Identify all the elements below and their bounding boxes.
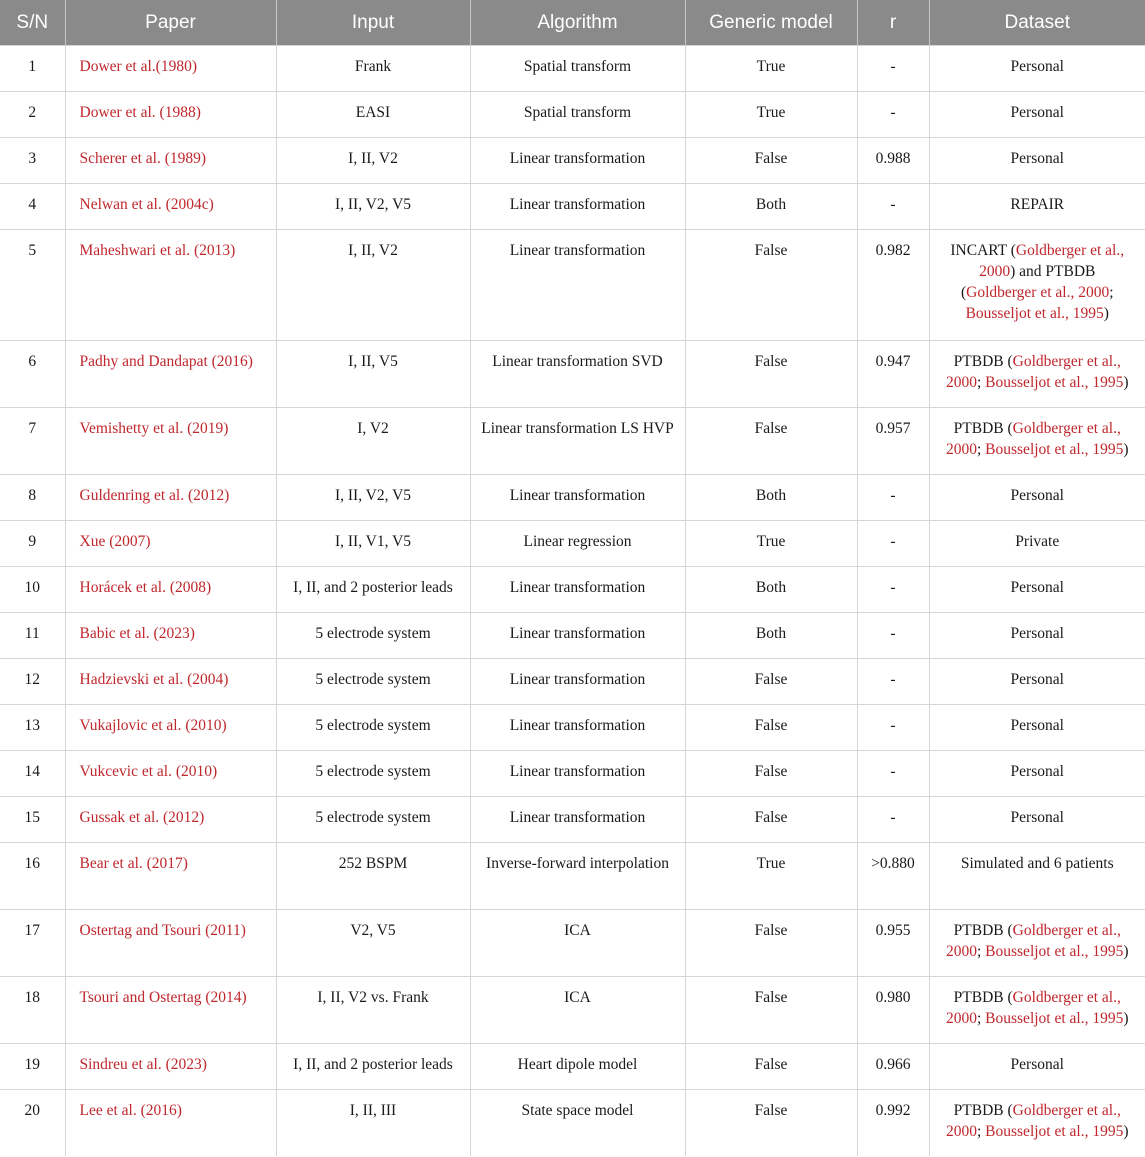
cell-dataset: [929, 843, 1145, 910]
cell-r: -: [857, 659, 929, 705]
cell-sn: 7: [0, 408, 65, 475]
cell-paper[interactable]: [65, 1090, 276, 1157]
cell-sn: 10: [0, 567, 65, 613]
table-row: [0, 521, 1145, 567]
header-input: Input: [276, 0, 470, 46]
cell-generic-model: False: [685, 797, 857, 843]
cell-algorithm: Linear transformation: [470, 751, 685, 797]
cell-r: >0.880: [857, 843, 929, 910]
cell-algorithm: Linear transformation: [470, 184, 685, 230]
dataset-text: Personal: [1010, 150, 1064, 167]
table-row: [0, 705, 1145, 751]
cell-input: I, II, V2: [276, 230, 470, 341]
cell-input: I, II, V2 vs. Frank: [276, 977, 470, 1044]
cell-paper[interactable]: [65, 1044, 276, 1090]
paper-link[interactable]: Gussak et al. (2012): [79, 809, 205, 826]
header-sn: S/N: [0, 0, 65, 46]
cell-input: 5 electrode system: [276, 751, 470, 797]
paper-link[interactable]: Nelwan et al. (2004c): [79, 196, 214, 213]
cell-dataset: [929, 705, 1145, 751]
cell-dataset: [929, 567, 1145, 613]
cell-r: -: [857, 705, 929, 751]
cell-r: -: [857, 475, 929, 521]
table-row: [0, 751, 1145, 797]
cell-algorithm: Linear transformation: [470, 138, 685, 184]
cell-r: -: [857, 613, 929, 659]
dataset-text: ): [1103, 305, 1109, 322]
dataset-text: PTBDB (: [953, 922, 1013, 939]
cell-r: 0.980: [857, 977, 929, 1044]
cell-algorithm: Inverse-forward interpolation: [470, 843, 685, 910]
cell-generic-model: Both: [685, 184, 857, 230]
cell-paper[interactable]: [65, 230, 276, 341]
dataset-text: REPAIR: [1010, 196, 1065, 213]
paper-link[interactable]: Scherer et al. (1989): [79, 150, 207, 167]
paper-link[interactable]: Babic et al. (2023): [79, 625, 195, 642]
cell-r: -: [857, 46, 929, 92]
cell-input: 5 electrode system: [276, 797, 470, 843]
cell-paper[interactable]: [65, 613, 276, 659]
cell-dataset: [929, 521, 1145, 567]
cell-input: I, II, V2, V5: [276, 184, 470, 230]
dataset-text: Personal: [1010, 717, 1064, 734]
dataset-text: ): [1123, 1010, 1129, 1027]
cell-dataset: [929, 910, 1145, 977]
cell-r: 0.955: [857, 910, 929, 977]
cell-input: I, II, V5: [276, 341, 470, 408]
cell-input: I, II, and 2 posterior leads: [276, 1044, 470, 1090]
cell-generic-model: Both: [685, 475, 857, 521]
cell-paper[interactable]: [65, 46, 276, 92]
cell-dataset: [929, 184, 1145, 230]
header-dataset: Dataset: [929, 0, 1145, 46]
header-row: [0, 0, 1145, 46]
table-row: [0, 613, 1145, 659]
cell-algorithm: Spatial transform: [470, 92, 685, 138]
cell-r: 0.947: [857, 341, 929, 408]
cell-sn: 2: [0, 92, 65, 138]
cell-generic-model: False: [685, 138, 857, 184]
dataset-text: Simulated and 6 patients: [960, 855, 1114, 872]
header-r: r: [857, 0, 929, 46]
cell-sn: 16: [0, 843, 65, 910]
cell-sn: 9: [0, 521, 65, 567]
dataset-text: ) and PTBDB (: [960, 263, 1096, 301]
cell-sn: 13: [0, 705, 65, 751]
cell-generic-model: False: [685, 705, 857, 751]
dataset-text: ): [1123, 441, 1129, 458]
cell-algorithm: Linear transformation SVD: [470, 341, 685, 408]
cell-algorithm: Linear transformation: [470, 797, 685, 843]
table-row: [0, 1090, 1145, 1157]
dataset-text: Personal: [1010, 487, 1064, 504]
cell-sn: 12: [0, 659, 65, 705]
cell-sn: 15: [0, 797, 65, 843]
cell-input: I, II, V1, V5: [276, 521, 470, 567]
cell-dataset: [929, 1090, 1145, 1157]
cell-r: -: [857, 92, 929, 138]
paper-link[interactable]: Bear et al. (2017): [79, 855, 188, 872]
cell-r: 0.957: [857, 408, 929, 475]
header-algorithm: Algorithm: [470, 0, 685, 46]
dataset-text: ): [1123, 943, 1129, 960]
dataset-reference-link[interactable]: Bousseljot et al., 1995: [985, 441, 1124, 458]
dataset-text: ): [1123, 374, 1129, 391]
cell-dataset: [929, 1044, 1145, 1090]
dataset-text: PTBDB (: [953, 420, 1013, 437]
dataset-reference-link[interactable]: Goldberger et al., 2000: [945, 353, 1121, 391]
cell-r: -: [857, 751, 929, 797]
paper-link[interactable]: Guldenring et al. (2012): [79, 487, 230, 504]
paper-link[interactable]: Hadzievski et al. (2004): [79, 671, 229, 688]
dataset-text: PTBDB (: [953, 1102, 1013, 1119]
cell-sn: 19: [0, 1044, 65, 1090]
table-row: [0, 797, 1145, 843]
cell-generic-model: True: [685, 92, 857, 138]
cell-dataset: [929, 408, 1145, 475]
dataset-text: Personal: [1010, 625, 1064, 642]
table-row: [0, 1044, 1145, 1090]
dataset-text: Personal: [1010, 1056, 1064, 1073]
dataset-text: PTBDB (: [953, 353, 1013, 370]
dataset-reference-link[interactable]: Bousseljot et al., 1995: [985, 1010, 1124, 1027]
paper-link[interactable]: Dower et al.(1980): [79, 58, 197, 75]
table-row: [0, 230, 1145, 341]
paper-link[interactable]: Tsouri and Ostertag (2014): [79, 989, 247, 1006]
dataset-text: ;: [976, 441, 986, 458]
dataset-text: ;: [976, 1123, 986, 1140]
cell-input: I, II, V2: [276, 138, 470, 184]
table-row: [0, 92, 1145, 138]
dataset-reference-link[interactable]: Goldberger et al., 2000: [945, 420, 1121, 458]
cell-algorithm: ICA: [470, 910, 685, 977]
cell-generic-model: Both: [685, 613, 857, 659]
dataset-reference-link[interactable]: Bousseljot et al., 1995: [985, 943, 1124, 960]
cell-generic-model: False: [685, 230, 857, 341]
cell-r: 0.982: [857, 230, 929, 341]
cell-generic-model: True: [685, 843, 857, 910]
cell-input: Frank: [276, 46, 470, 92]
dataset-text: Personal: [1010, 809, 1064, 826]
table-row: [0, 184, 1145, 230]
cell-sn: 18: [0, 977, 65, 1044]
cell-r: 0.988: [857, 138, 929, 184]
cell-sn: 11: [0, 613, 65, 659]
cell-input: I, II, and 2 posterior leads: [276, 567, 470, 613]
table-row: [0, 567, 1145, 613]
cell-r: -: [857, 567, 929, 613]
header-generic-model: Generic model: [685, 0, 857, 46]
cell-input: 5 electrode system: [276, 613, 470, 659]
cell-generic-model: True: [685, 46, 857, 92]
dataset-reference-link[interactable]: Goldberger et al., 2000: [966, 284, 1110, 301]
cell-input: I, V2: [276, 408, 470, 475]
table-row: [0, 408, 1145, 475]
cell-paper[interactable]: [65, 567, 276, 613]
cell-r: -: [857, 184, 929, 230]
cell-dataset: [929, 138, 1145, 184]
dataset-reference-link[interactable]: Goldberger et al., 2000: [979, 242, 1125, 280]
paper-link[interactable]: Vukajlovic et al. (2010): [79, 717, 227, 734]
cell-sn: 5: [0, 230, 65, 341]
paper-link[interactable]: Dower et al. (1988): [79, 104, 201, 121]
cell-generic-model: False: [685, 910, 857, 977]
table-row: [0, 341, 1145, 408]
cell-generic-model: False: [685, 1044, 857, 1090]
dataset-text: Personal: [1010, 58, 1064, 75]
cell-sn: 20: [0, 1090, 65, 1157]
cell-r: 0.992: [857, 1090, 929, 1157]
cell-dataset: [929, 46, 1145, 92]
cell-algorithm: Spatial transform: [470, 46, 685, 92]
cell-generic-model: False: [685, 341, 857, 408]
cell-dataset: [929, 613, 1145, 659]
dataset-reference-link[interactable]: Goldberger et al., 2000: [945, 989, 1121, 1027]
cell-r: 0.966: [857, 1044, 929, 1090]
cell-algorithm: Linear transformation: [470, 475, 685, 521]
table-body: [0, 46, 1145, 1157]
dataset-text: ;: [976, 374, 986, 391]
cell-algorithm: Linear regression: [470, 521, 685, 567]
cell-generic-model: False: [685, 977, 857, 1044]
paper-link[interactable]: Maheshwari et al. (2013): [79, 242, 236, 259]
cell-input: I, II, III: [276, 1090, 470, 1157]
cell-algorithm: State space model: [470, 1090, 685, 1157]
cell-paper[interactable]: [65, 797, 276, 843]
cell-dataset: [929, 797, 1145, 843]
cell-input: V2, V5: [276, 910, 470, 977]
dataset-reference-link[interactable]: Goldberger et al., 2000: [945, 1102, 1121, 1140]
table-row: [0, 46, 1145, 92]
dataset-text: ;: [976, 1010, 986, 1027]
cell-paper[interactable]: [65, 408, 276, 475]
cell-sn: 17: [0, 910, 65, 977]
cell-generic-model: Both: [685, 567, 857, 613]
cell-generic-model: False: [685, 751, 857, 797]
cell-algorithm: ICA: [470, 977, 685, 1044]
dataset-text: Personal: [1010, 579, 1064, 596]
cell-input: 5 electrode system: [276, 705, 470, 751]
cell-dataset: [929, 230, 1145, 341]
dataset-text: Personal: [1010, 671, 1064, 688]
dataset-text: PTBDB (: [953, 989, 1013, 1006]
dataset-text: Personal: [1010, 104, 1064, 121]
cell-algorithm: Linear transformation: [470, 567, 685, 613]
cell-input: 252 BSPM: [276, 843, 470, 910]
cell-paper[interactable]: [65, 184, 276, 230]
cell-paper[interactable]: [65, 910, 276, 977]
cell-paper[interactable]: [65, 92, 276, 138]
cell-paper[interactable]: [65, 751, 276, 797]
dataset-reference-link[interactable]: Goldberger et al., 2000: [945, 922, 1121, 960]
cell-paper[interactable]: [65, 977, 276, 1044]
dataset-text: Private: [1015, 533, 1060, 550]
cell-paper[interactable]: [65, 521, 276, 567]
cell-generic-model: False: [685, 408, 857, 475]
cell-r: -: [857, 521, 929, 567]
paper-link[interactable]: Vemishetty et al. (2019): [79, 420, 229, 437]
dataset-text: ;: [976, 943, 986, 960]
cell-sn: 3: [0, 138, 65, 184]
cell-sn: 1: [0, 46, 65, 92]
cell-input: 5 electrode system: [276, 659, 470, 705]
cell-r: -: [857, 797, 929, 843]
paper-link[interactable]: Vukcevic et al. (2010): [79, 763, 218, 780]
table-row: [0, 977, 1145, 1044]
paper-link[interactable]: Padhy and Dandapat (2016): [79, 353, 253, 370]
dataset-text: ): [1123, 1123, 1129, 1140]
cell-algorithm: Linear transformation LS HVP: [470, 408, 685, 475]
cell-dataset: [929, 341, 1145, 408]
cell-algorithm: Heart dipole model: [470, 1044, 685, 1090]
cell-sn: 8: [0, 475, 65, 521]
paper-link[interactable]: Horácek et al. (2008): [79, 579, 212, 596]
paper-link[interactable]: Sindreu et al. (2023): [79, 1056, 207, 1073]
paper-link[interactable]: Ostertag and Tsouri (2011): [79, 922, 246, 939]
cell-algorithm: Linear transformation: [470, 705, 685, 751]
dataset-reference-link[interactable]: Bousseljot et al., 1995: [965, 305, 1104, 322]
table-row: [0, 138, 1145, 184]
table-row: [0, 910, 1145, 977]
header-paper: Paper: [65, 0, 276, 46]
dataset-reference-link[interactable]: Bousseljot et al., 1995: [985, 374, 1124, 391]
cell-paper[interactable]: [65, 475, 276, 521]
cell-generic-model: True: [685, 521, 857, 567]
cell-input: I, II, V2, V5: [276, 475, 470, 521]
cell-paper[interactable]: [65, 843, 276, 910]
cell-dataset: [929, 92, 1145, 138]
cell-sn: 4: [0, 184, 65, 230]
paper-link[interactable]: Xue (2007): [79, 533, 151, 550]
table-row: [0, 843, 1145, 910]
cell-algorithm: Linear transformation: [470, 613, 685, 659]
cell-dataset: [929, 475, 1145, 521]
paper-link[interactable]: Lee et al. (2016): [79, 1102, 182, 1119]
cell-algorithm: Linear transformation: [470, 230, 685, 341]
dataset-text: Personal: [1010, 763, 1064, 780]
cell-generic-model: False: [685, 1090, 857, 1157]
cell-dataset: [929, 751, 1145, 797]
cell-sn: 14: [0, 751, 65, 797]
dataset-text: INCART (: [950, 242, 1016, 259]
cell-dataset: [929, 977, 1145, 1044]
table-row: [0, 475, 1145, 521]
cell-paper[interactable]: [65, 705, 276, 751]
cell-input: EASI: [276, 92, 470, 138]
cell-paper[interactable]: [65, 659, 276, 705]
cell-algorithm: Linear transformation: [470, 659, 685, 705]
cell-paper[interactable]: [65, 138, 276, 184]
cell-dataset: [929, 659, 1145, 705]
cell-sn: 6: [0, 341, 65, 408]
table-row: [0, 659, 1145, 705]
cell-paper[interactable]: [65, 341, 276, 408]
dataset-text: ;: [1109, 284, 1114, 301]
cell-generic-model: False: [685, 659, 857, 705]
dataset-reference-link[interactable]: Bousseljot et al., 1995: [985, 1123, 1124, 1140]
